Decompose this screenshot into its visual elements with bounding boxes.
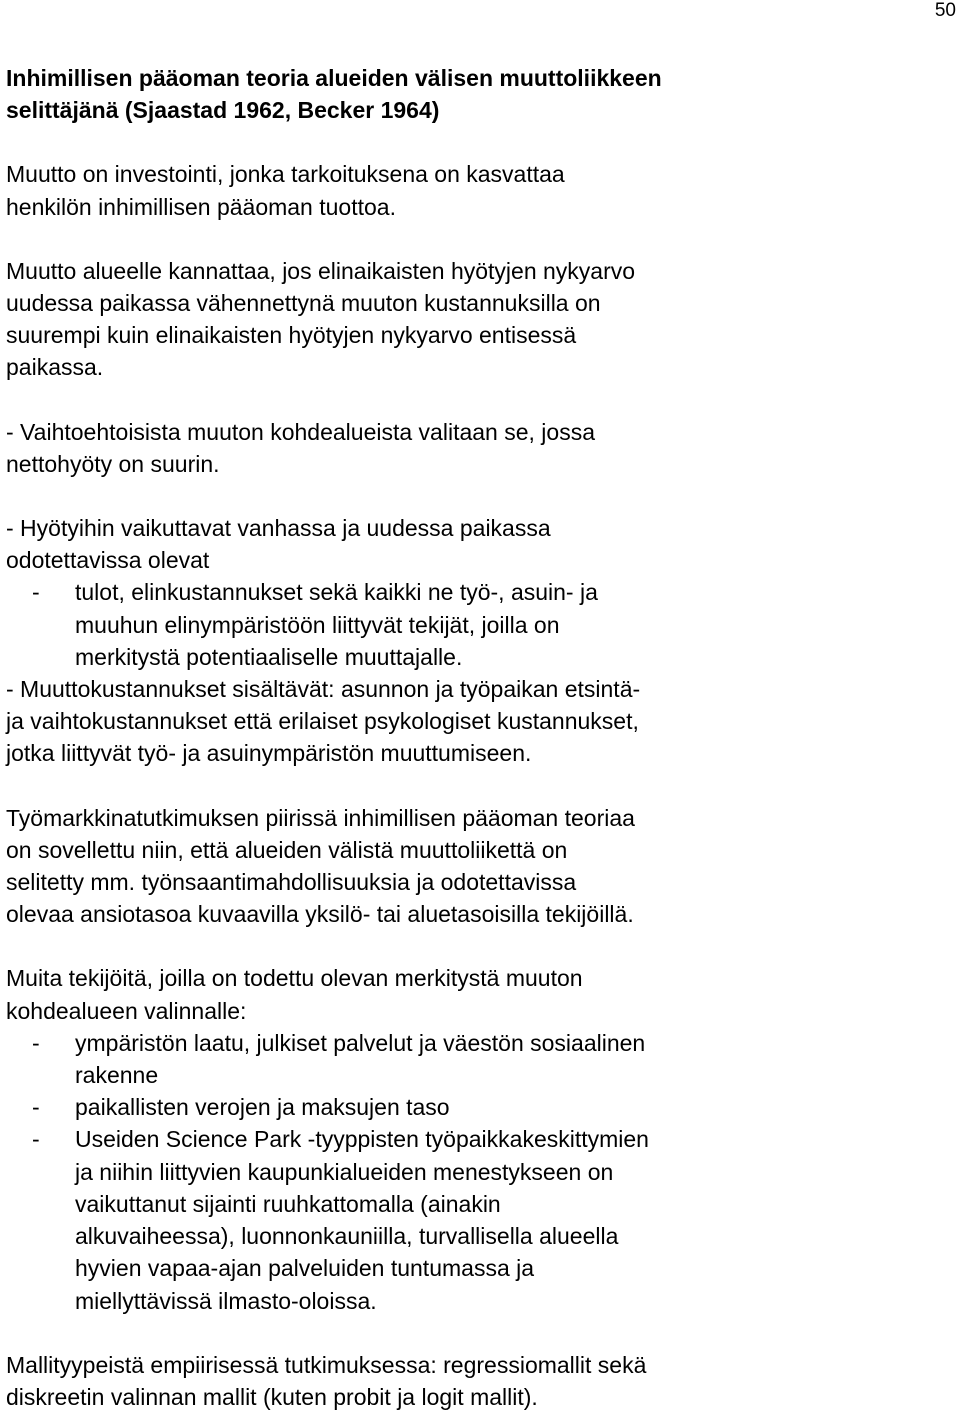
list-item [6, 1123, 946, 1316]
text-line: merkitystä potentiaaliselle muuttajalle. [75, 643, 463, 670]
text-line: kohdealueen valinnalle: [6, 997, 247, 1024]
text-line: suurempi kuin elinaikaisten hyötyjen nykyarvo entisessä [6, 322, 577, 349]
paragraph-benefits [6, 512, 946, 576]
paragraph-costs [6, 673, 946, 770]
text-line: - Muuttokustannukset sisältävät: asunnon ja työpaikan etsintä- [6, 676, 641, 703]
paragraph-research [6, 802, 946, 931]
text-line: selitetty mm. työnsaantimahdollisuuksia ja odotettavissa [6, 869, 577, 896]
list-item [6, 1091, 946, 1123]
text-line: miellyttävissä ilmasto-oloissa. [75, 1287, 377, 1314]
page-number: 50 [934, 0, 956, 21]
text-line: Mallityypeistä empiirisessä tutkimuksessa: regressiomallit sekä [6, 1351, 647, 1378]
paragraph-intro [6, 158, 946, 222]
text-line: Muutto alueelle kannattaa, jos elinaikaisten hyötyjen nykyarvo [6, 257, 636, 284]
paragraph-gap [6, 770, 946, 802]
paragraph-models [6, 1349, 946, 1413]
text-line: Muita tekijöitä, joilla on todettu olevan merkitystä muuton [6, 965, 583, 992]
text-line: - Hyötyihin vaikuttavat vanhassa ja uudessa paikassa [6, 515, 551, 542]
text-line: Useiden Science Park -tyyppisten työpaikkakeskittymien [75, 1126, 649, 1153]
text-line: muuhun elinympäristöön liittyvät tekijät, joilla on [75, 611, 560, 638]
list-dash: - [32, 1094, 40, 1121]
text-line: Työmarkkinatutkimuksen piirissä inhimillisen pääoman teoriaa [6, 804, 635, 831]
text-line: tulot, elinkustannukset sekä kaikki ne työ-, asuin- ja [75, 579, 598, 606]
list-item-text [75, 576, 946, 673]
paragraph-gap [6, 126, 946, 158]
text-line: nettohyöty on suurin. [6, 450, 220, 477]
text-line: rakenne [75, 1062, 159, 1089]
list-dash: - [32, 579, 40, 606]
title-line: Inhimillisen pääoman teoria alueiden välisen muuttoliikkeen [6, 65, 662, 91]
text-line: - Vaihtoehtoisista muuton kohdealueista valitaan se, jossa [6, 418, 595, 445]
text-line: ja vaihtokustannukset että erilaiset psykologiset kustannukset, [6, 708, 639, 735]
list-dash: - [32, 1029, 40, 1056]
paragraph-other-factors [6, 962, 946, 1026]
paragraph-gap [6, 1317, 946, 1349]
document-body [6, 62, 946, 1413]
list-item [6, 1027, 946, 1091]
text-line: ja niihin liittyvien kaupunkialueiden menestykseen on [75, 1158, 614, 1185]
text-line: uudessa paikassa vähennettynä muuton kustannuksilla on [6, 290, 601, 317]
paragraph-gap [6, 223, 946, 255]
text-line: alkuvaiheessa), luonnonkauniilla, turvallisella alueella [75, 1223, 619, 1250]
paragraph-gap [6, 930, 946, 962]
text-line: paikallisten verojen ja maksujen taso [75, 1094, 450, 1121]
list-dash: - [32, 1126, 40, 1153]
text-line: olevaa ansiotasoa kuvaavilla yksilö- tai aluetasoisilla tekijöillä. [6, 901, 634, 928]
text-line: jotka liittyvät työ- ja asuinympäristön muuttumiseen. [6, 740, 532, 767]
text-line: Muutto on investointi, jonka tarkoituksena on kasvattaa [6, 161, 565, 188]
paragraph-choice [6, 416, 946, 480]
text-line: hyvien vapaa-ajan palveluiden tuntumassa ja [75, 1255, 535, 1282]
text-line: henkilön inhimillisen pääoman tuottoa. [6, 193, 396, 220]
page-title [6, 62, 946, 126]
text-line: on sovellettu niin, että alueiden välistä muuttoliikettä on [6, 836, 568, 863]
text-line: odotettavissa olevat [6, 547, 210, 574]
text-line: vaikuttanut sijainti ruuhkattomalla (ainakin [75, 1190, 501, 1217]
paragraph-condition [6, 255, 946, 384]
title-line: selittäjänä (Sjaastad 1962, Becker 1964) [6, 97, 440, 124]
text-line: ympäristön laatu, julkiset palvelut ja väestön sosiaalinen [75, 1029, 646, 1056]
text-line: diskreetin valinnan mallit (kuten probit ja logit mallit). [6, 1383, 538, 1410]
list-item [6, 576, 946, 673]
list-item-text [75, 1123, 946, 1316]
paragraph-gap [6, 384, 946, 416]
list-item-text [75, 1027, 946, 1091]
text-line: paikassa. [6, 354, 104, 381]
list-item-text [75, 1091, 946, 1123]
paragraph-gap [6, 480, 946, 512]
